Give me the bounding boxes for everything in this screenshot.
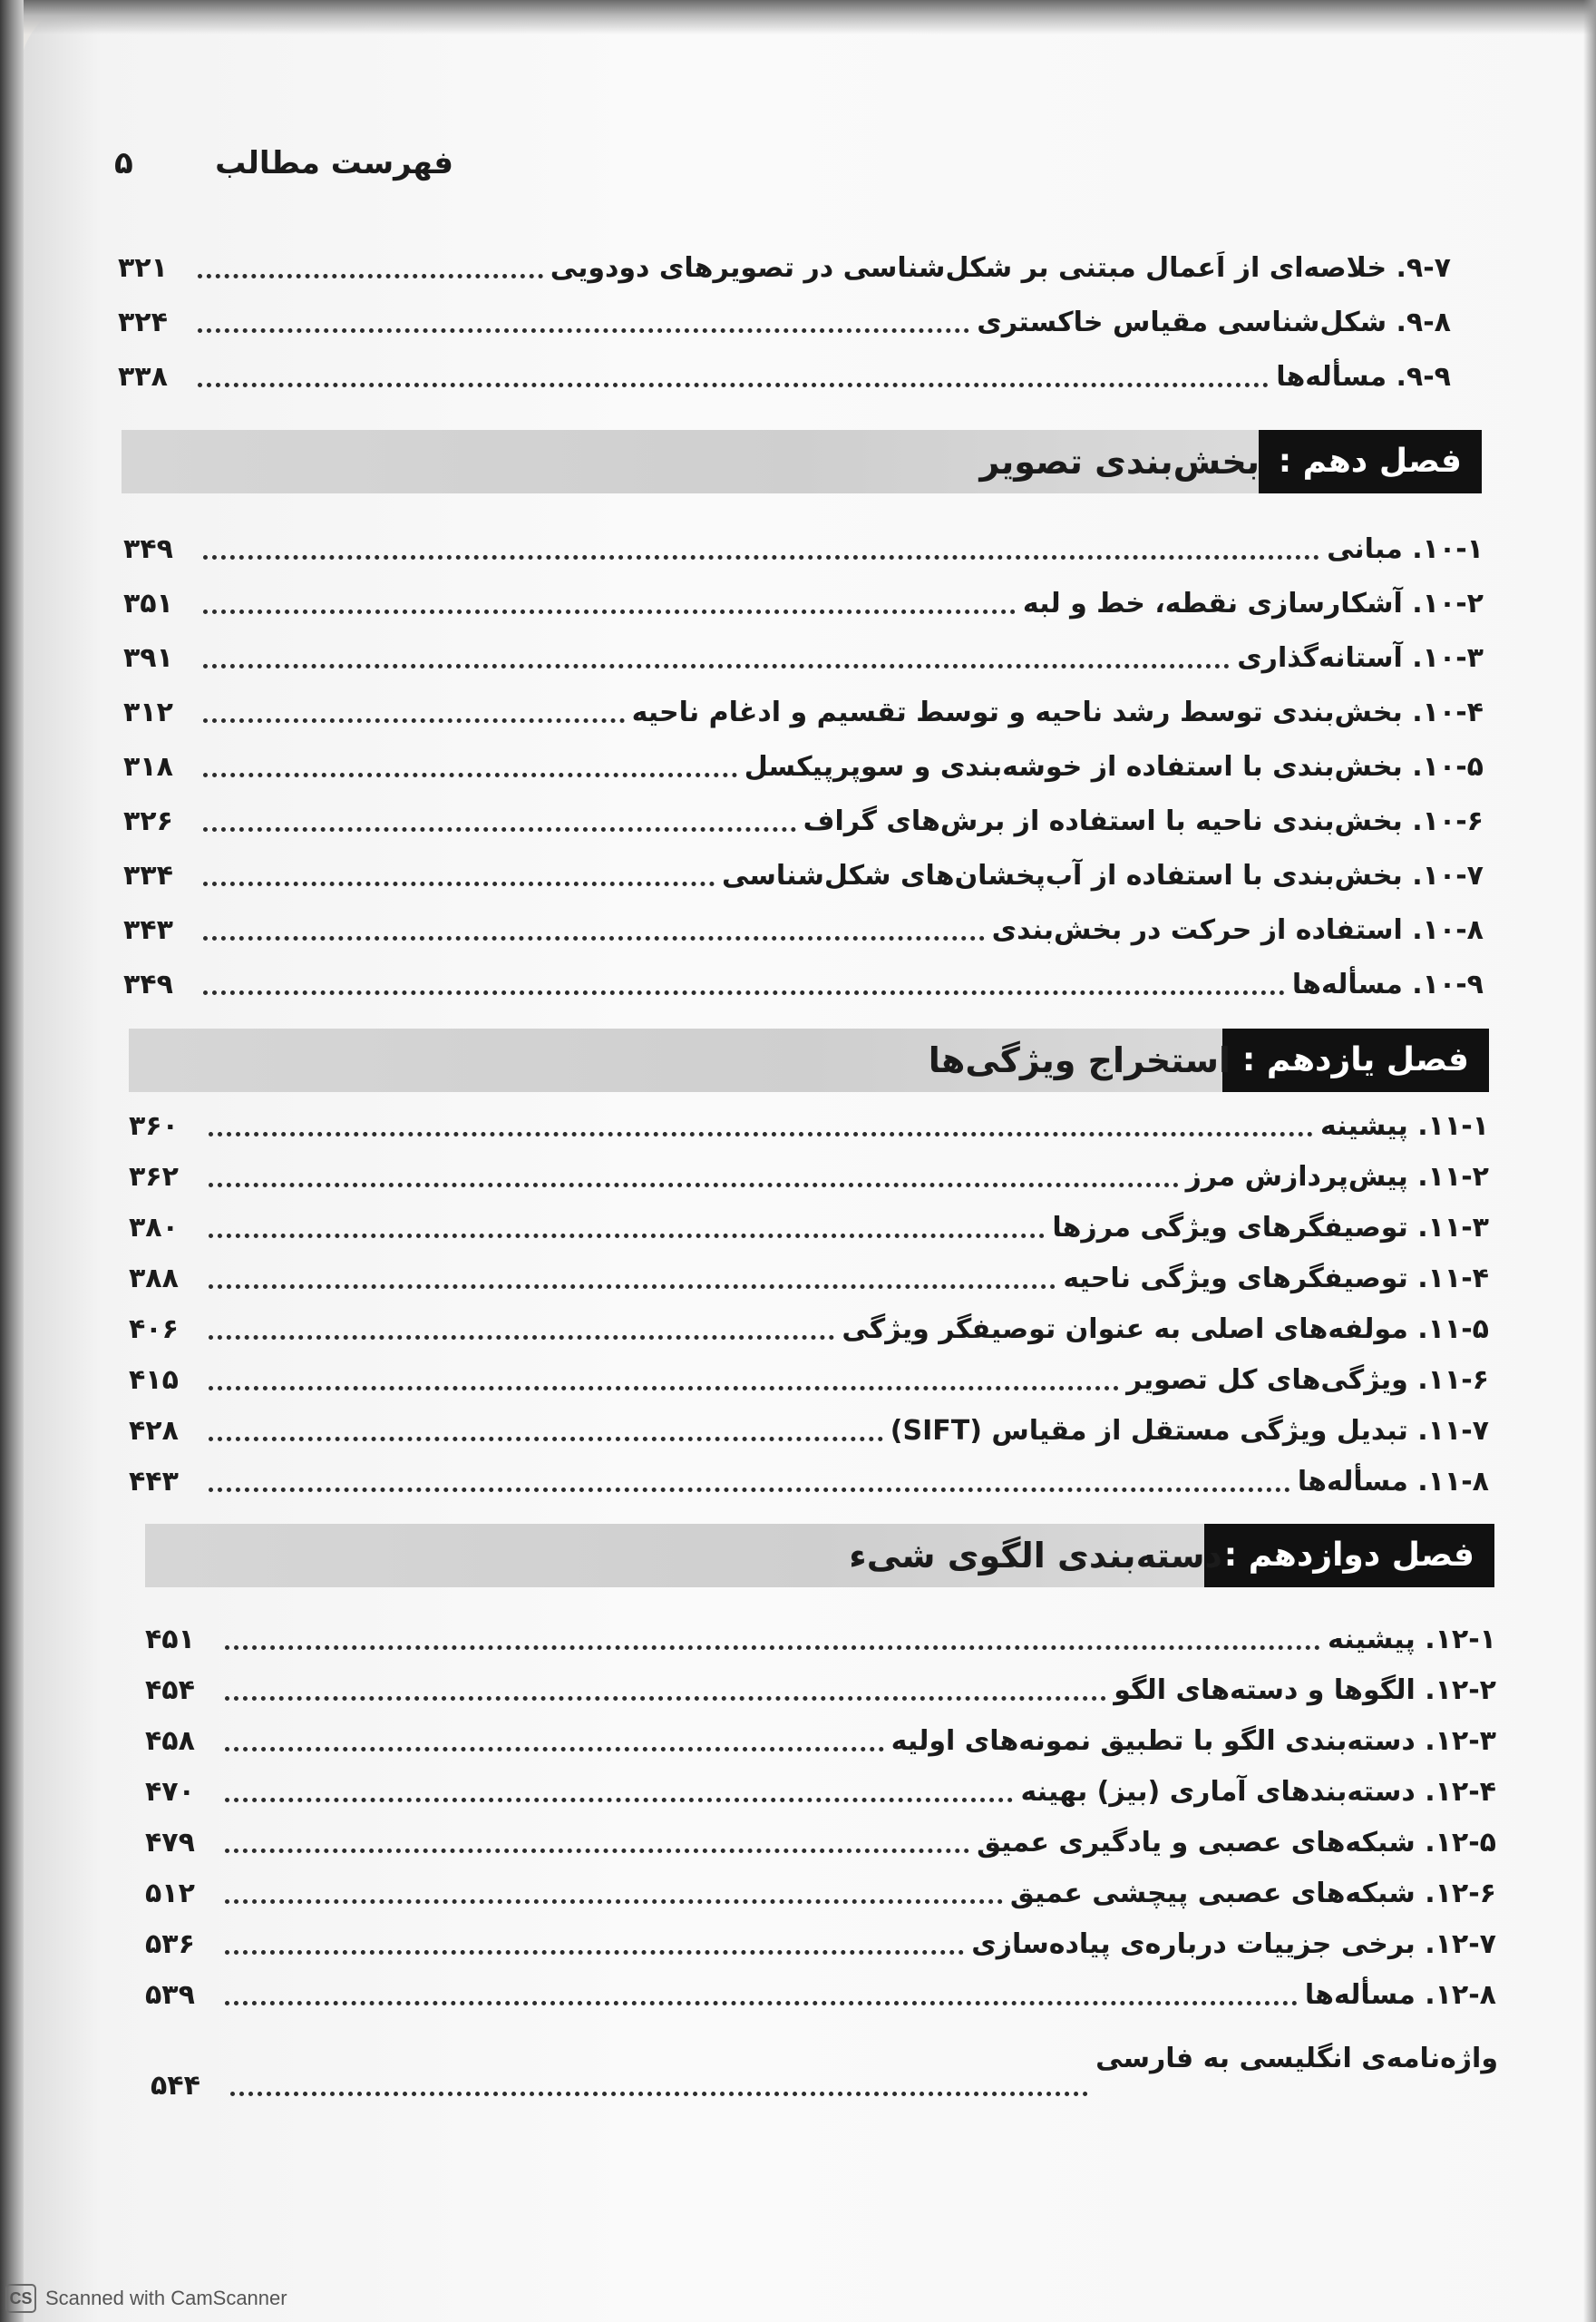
toc-entry[interactable] <box>145 1809 1496 1861</box>
toc-entry-page: ۴۷۰ <box>145 1776 195 1808</box>
toc-entry[interactable] <box>123 951 1484 1003</box>
toc-entry-page: ۵۴۴ <box>151 2070 200 2102</box>
leader-dots <box>209 1335 834 1340</box>
leader-dots <box>209 1386 1119 1390</box>
leader-dots <box>209 1183 1179 1187</box>
toc-entry-page: ۳۱۲ <box>123 697 173 728</box>
chapter-title: استخراج ویژگی‌ها <box>928 1040 1231 1080</box>
toc-entry-page: ۳۵۱ <box>123 588 173 620</box>
toc-entry[interactable] <box>123 896 1484 949</box>
toc-entry-title: ۱۱-۳. توصیفگرهای ویژگی مرزها <box>1052 1212 1489 1244</box>
toc-entry-title: ۱۰-۱. مبانی <box>1327 533 1484 565</box>
leader-dots <box>225 2001 1298 2005</box>
toc-entry[interactable] <box>129 1143 1489 1195</box>
leader-dots <box>209 1437 883 1441</box>
toc-entry-title: ۱۱-۱. پیشینه <box>1320 1110 1489 1142</box>
toc-entry[interactable] <box>123 842 1484 894</box>
toc-entry[interactable] <box>118 288 1451 341</box>
toc-entry-title: ۱۱-۲. پیش‌پردازش مرز <box>1185 1161 1489 1193</box>
toc-entry-title: ۱۱-۸. مسأله‌ها <box>1297 1466 1489 1498</box>
chapter-label: فصل دهم : <box>1259 430 1482 493</box>
toc-entry-page: ۳۴۹ <box>123 533 173 565</box>
toc-entry-title: ۱۱-۷. تبدیل ویژگی مستقل از مقیاس (SIFT) <box>890 1415 1489 1447</box>
page-number: ۵ <box>114 145 133 181</box>
toc-entry[interactable] <box>123 624 1484 677</box>
leader-dots <box>203 664 1230 668</box>
page-header <box>109 145 1469 200</box>
toc-entry-page: ۳۳۸ <box>118 361 168 393</box>
toc-entry-title: ۱۰-۳. آستانه‌گذاری <box>1237 642 1484 674</box>
leader-dots <box>198 274 543 278</box>
toc-entry-page: ۳۴۳ <box>123 914 173 946</box>
leader-dots <box>209 1284 1056 1289</box>
toc-entry[interactable] <box>123 570 1484 622</box>
toc-entry[interactable] <box>145 1961 1496 2014</box>
toc-entry[interactable] <box>145 1859 1496 1912</box>
leader-dots <box>230 2092 1088 2096</box>
toc-entry-page: ۴۲۸ <box>129 1415 179 1447</box>
toc-entry[interactable] <box>118 234 1451 287</box>
chapter-title: دسته‌بندی الگوی شیء <box>849 1536 1222 1576</box>
toc-entry-title: ۱۱-۶. ویژگی‌های کل تصویر <box>1126 1364 1489 1396</box>
toc-entry[interactable] <box>129 1194 1489 1246</box>
toc-entry-page: ۵۳۶ <box>145 1928 195 1960</box>
chapter-heading-11[interactable] <box>129 1029 1489 1092</box>
toc-entry-title: ۱۰-۹. مسأله‌ها <box>1291 969 1484 1000</box>
toc-entry[interactable] <box>129 1092 1489 1145</box>
toc-entry-title: ۹-۸. شکل‌شناسی مقیاس خاکستری <box>977 307 1451 338</box>
toc-entry-page: ۳۸۰ <box>129 1212 179 1244</box>
toc-entry[interactable] <box>129 1448 1489 1500</box>
toc-entry-title: ۹-۷. خلاصه‌ای از اَعمال مبتنی بر شکل‌شناسی در تصویرهای دودویی <box>550 252 1451 284</box>
leader-dots <box>203 773 737 777</box>
toc-entry-page: ۴۴۳ <box>129 1466 179 1498</box>
chapter-heading-12[interactable] <box>145 1524 1494 1587</box>
leader-dots <box>203 882 715 886</box>
leader-dots <box>203 718 625 723</box>
camscanner-logo-icon: CS <box>5 2284 36 2313</box>
toc-entry-title: ۱۰-۶. بخش‌بندی ناحیه با استفاده از برش‌های گراف <box>803 805 1484 837</box>
toc-entry-page: ۴۵۸ <box>145 1725 195 1757</box>
leader-dots <box>225 1849 969 1853</box>
toc-entry-page: ۳۲۶ <box>123 805 173 837</box>
toc-entry[interactable] <box>123 515 1484 568</box>
toc-entry-page: ۳۲۱ <box>118 252 168 284</box>
toc-entry[interactable] <box>145 1656 1496 1709</box>
toc-entry-title: ۱۰-۴. بخش‌بندی توسط رشد ناحیه و توسط تقسیم و ادغام ناحیه <box>631 697 1484 728</box>
toc-entry-page: ۴۰۶ <box>129 1313 179 1345</box>
leader-dots <box>209 1488 1290 1492</box>
chapter-label: فصل دوازدهم : <box>1204 1524 1494 1587</box>
toc-entry-title: ۱۰-۸. استفاده از حرکت در بخش‌بندی <box>991 914 1484 946</box>
toc-entry-page: ۵۳۹ <box>145 1979 195 2011</box>
toc-entry-page: ۳۶۰ <box>129 1110 179 1142</box>
toc-entry-glossary[interactable] <box>151 2041 1498 2104</box>
leader-dots <box>198 383 1269 387</box>
toc-entry-title: ۱۲-۵. شبکه‌های عصبی و یادگیری عمیق <box>977 1827 1496 1859</box>
toc-entry-page: ۳۸۸ <box>129 1263 179 1294</box>
toc-entry-title: ۱۰-۵. بخش‌بندی با استفاده از خوشه‌بندی و سوپرپیکسل <box>744 751 1484 783</box>
scan-top-shadow <box>0 0 1596 34</box>
toc-entry-page: ۳۹۱ <box>123 642 173 674</box>
toc-entry-title: ۱۰-۷. بخش‌بندی با استفاده از آب‌پخشان‌های شکل‌شناسی <box>721 860 1484 892</box>
toc-entry-page: ۴۵۱ <box>145 1624 195 1655</box>
toc-entry[interactable] <box>123 678 1484 731</box>
leader-dots <box>203 936 985 941</box>
leader-dots <box>225 1747 884 1751</box>
toc-entry-page: ۳۴۹ <box>123 969 173 1000</box>
chapter-heading-10[interactable] <box>122 430 1482 493</box>
page-title: فهرست مطالب <box>215 145 453 181</box>
leader-dots <box>225 1798 1013 1802</box>
toc-entry[interactable] <box>145 1758 1496 1810</box>
toc-entry[interactable] <box>129 1295 1489 1348</box>
toc-entry[interactable] <box>123 787 1484 840</box>
leader-dots <box>203 827 796 832</box>
leader-dots <box>203 555 1319 560</box>
toc-entry[interactable] <box>129 1346 1489 1399</box>
toc-entry-page: ۵۱۲ <box>145 1878 195 1909</box>
toc-entry-page: ۳۱۸ <box>123 751 173 783</box>
toc-entry-title: ۱۲-۴. دسته‌بندهای آماری (بیز) بهینه <box>1020 1776 1496 1808</box>
chapter-label: فصل یازدهم : <box>1222 1029 1489 1092</box>
toc-entry-title: ۱۲-۸. مسأله‌ها <box>1304 1979 1496 2011</box>
leader-dots <box>225 1899 1003 1904</box>
toc-entry-page: ۳۶۲ <box>129 1161 179 1193</box>
toc-entry-title: ۱۲-۲. الگوها و دسته‌های الگو <box>1114 1674 1496 1706</box>
toc-entry-title: ۹-۹. مسأله‌ها <box>1276 361 1451 393</box>
watermark-text: Scanned with CamScanner <box>45 2287 287 2309</box>
leader-dots <box>203 990 1285 995</box>
toc-entry-page: ۳۳۴ <box>123 860 173 892</box>
leader-dots <box>225 1950 964 1955</box>
toc-entry[interactable] <box>118 343 1451 395</box>
toc-entry-title: ۱۲-۳. دسته‌بندی الگو با تطبیق نمونه‌های اولیه <box>890 1725 1496 1757</box>
chapter-title: بخش‌بندی تصویر <box>979 442 1260 482</box>
leader-dots <box>209 1132 1313 1137</box>
toc-entry-title: ۱۲-۱. پیشینه <box>1328 1624 1496 1655</box>
scanner-watermark <box>5 2282 287 2315</box>
scan-right-edge <box>1583 0 1596 2322</box>
toc-entry[interactable] <box>129 1244 1489 1297</box>
toc-entry-title: ۱۰-۲. آشکارسازی نقطه، خط و لبه <box>1022 588 1484 620</box>
toc-entry[interactable] <box>145 1910 1496 1963</box>
toc-entry-page: ۴۵۴ <box>145 1674 195 1706</box>
toc-entry-page: ۴۷۹ <box>145 1827 195 1859</box>
leader-dots <box>225 1696 1106 1701</box>
toc-entry-title: ۱۱-۵. مولفه‌های اصلی به عنوان توصیفگر ویژگی <box>842 1313 1489 1345</box>
toc-entry-title: ۱۲-۷. برخی جزییات درباره‌ی پیاده‌سازی <box>971 1928 1496 1960</box>
toc-entry[interactable] <box>123 733 1484 785</box>
toc-entry-title: واژه‌نامه‌ی انگلیسی به فارسی <box>1095 2043 1498 2074</box>
scan-left-edge <box>0 0 24 2322</box>
leader-dots <box>203 610 1016 614</box>
toc-entry[interactable] <box>145 1707 1496 1760</box>
toc-entry-title: ۱۲-۶. شبکه‌های عصبی پیچشی عمیق <box>1009 1878 1496 1909</box>
toc-entry-title: ۱۱-۴. توصیفگرهای ویژگی ناحیه <box>1063 1263 1489 1294</box>
toc-entry[interactable] <box>129 1397 1489 1449</box>
toc-entry[interactable] <box>145 1605 1496 1658</box>
leader-dots <box>198 328 969 333</box>
leader-dots <box>225 1645 1320 1650</box>
leader-dots <box>209 1234 1045 1238</box>
toc-entry-page: ۴۱۵ <box>129 1364 179 1396</box>
toc-entry-page: ۳۲۴ <box>118 307 168 338</box>
